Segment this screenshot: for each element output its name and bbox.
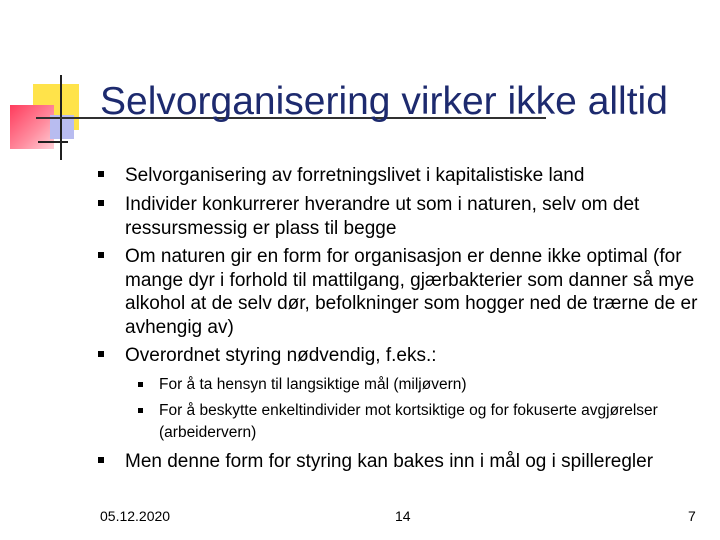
slide-title: Selvorganisering virker ikke alltid	[100, 80, 668, 123]
bullet-icon	[98, 252, 104, 258]
bullet-icon	[98, 171, 104, 177]
logo-short-line	[38, 141, 68, 143]
bullet-item	[125, 193, 705, 240]
bullet-text: Men denne form for styring kan bakes inn i mål og i spilleregler	[125, 451, 654, 472]
footer-slide-number: 7	[688, 508, 696, 524]
sub-bullet-item	[159, 400, 699, 444]
bullet-text: Overordnet styring nødvendig, f.eks.:	[125, 345, 437, 366]
sub-bullet-text: For å beskytte enkeltindivider mot kortsiktige og for fokuserte avgjørelser (arbeidervern)	[159, 402, 658, 441]
bullet-text: Selvorganisering av forretningslivet i kapitalistiske land	[125, 165, 585, 186]
sub-bullet-icon	[138, 382, 143, 387]
sub-bullet-text: For å ta hensyn til langsiktige mål (miljøvern)	[159, 376, 467, 393]
bullet-item	[125, 245, 705, 339]
sub-bullet-icon	[138, 408, 143, 413]
decorative-logo	[0, 0, 110, 170]
bullet-item	[125, 164, 705, 188]
sub-bullet-item	[159, 374, 699, 396]
bullet-text: Om naturen gir en form for organisasjon er denne ikke optimal (for mange dyr i forhold til mattilgang, gjærbakterier som danner så mye alkohol at de selv dør, befolkninger som hogger ned de trærne de er avhengig av)	[125, 246, 698, 338]
bullet-icon	[98, 351, 104, 357]
bullet-icon	[98, 200, 104, 206]
footer-page-number: 14	[395, 508, 411, 524]
bullet-item	[125, 344, 705, 368]
bullet-item	[125, 450, 705, 474]
bullet-text: Individer konkurrerer hverandre ut som i naturen, selv om det ressursmessig er plass til begge	[125, 194, 640, 239]
bullet-icon	[98, 457, 104, 463]
footer-date: 05.12.2020	[100, 508, 171, 524]
